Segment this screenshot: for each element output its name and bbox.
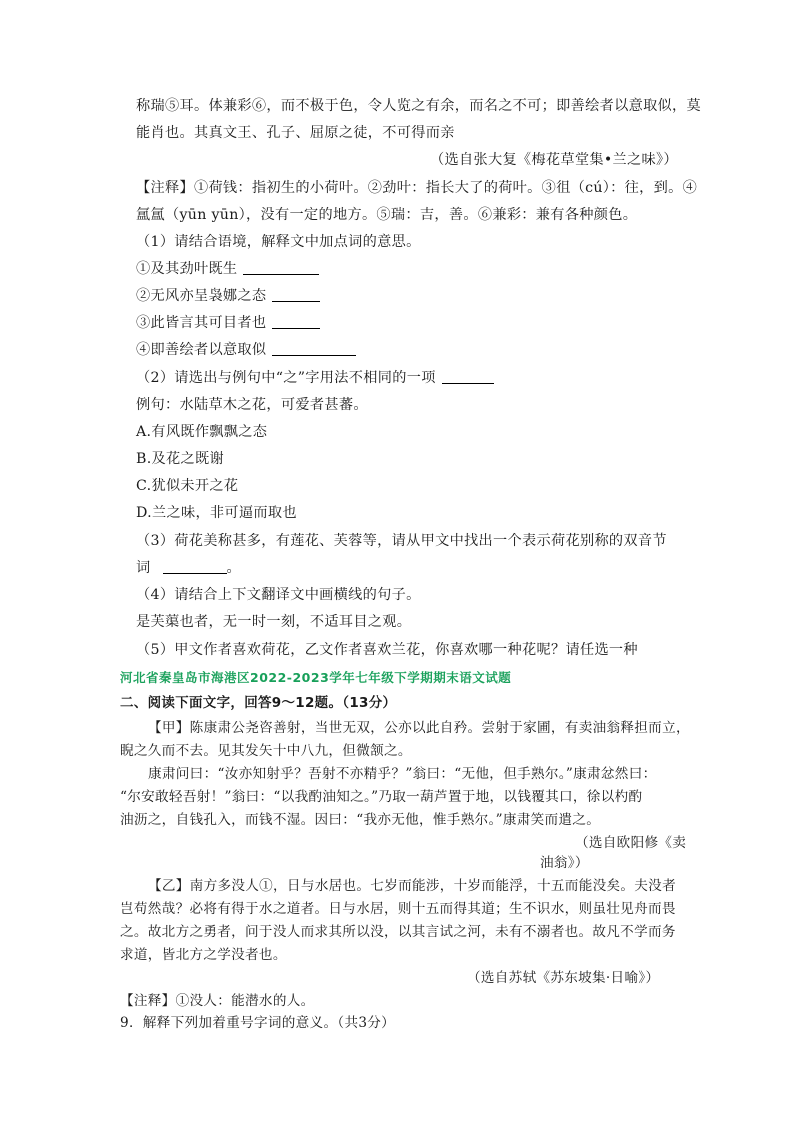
answer-blank[interactable] [272, 341, 356, 356]
jia-line: “尔安敢轻吾射！”翁曰：“以我酌油知之。”乃取一葫芦置于地，以钱覆其口，徐以杓酌 [120, 789, 643, 805]
item-text: ①及其劲叶既生 [136, 261, 238, 277]
jia-line: 油沥之，自钱孔入，而钱不湿。因曰：“我亦无他，惟手熟尔。”康肃笑而遣之。 [120, 812, 601, 828]
jia-line: 睨之久而不去。见其发矢十中八九，但微颔之。 [120, 743, 412, 759]
question-3-prompt: （3）荷花美称甚多，有莲花、芙蓉等，请从甲文中找出一个表示荷花别称的双音节 [136, 533, 667, 549]
answer-blank[interactable] [163, 559, 227, 574]
answer-blank[interactable] [272, 287, 320, 302]
source-title: 河北省秦皇岛市海港区2022-2023学年七年级下学期期末语文试题 [120, 670, 512, 685]
answer-blank[interactable] [243, 260, 319, 275]
prompt-text: 词 [136, 560, 151, 576]
item-text: ②无风亦呈袅娜之态 [136, 288, 267, 304]
option-c: C.犹似未开之花 [136, 478, 239, 494]
question-4-sentence: 是芙蕖也者，无一时一刻，不适耳目之观。 [136, 614, 412, 630]
prompt-text: （2）请选出与例句中“之”字用法不相同的一项 [136, 370, 436, 386]
option-d: D.兰之味，非可逼而取也 [136, 505, 297, 521]
section-heading: 二、阅读下面文字，回答9～12题。（13分） [120, 695, 397, 711]
yi-line: 【乙】南方多没人①，日与水居也。七岁而能涉，十岁而能浮，十五而能没矣。夫没者 [148, 878, 676, 894]
jia-source: （选自欧阳修《卖 [575, 835, 687, 851]
yi-line: 之。故北方之勇者，问于没人而求其所以没，以其言试之河，未有不溺者也。故凡不学而务 [120, 924, 676, 940]
item-text: ④即善绘者以意取似 [136, 342, 267, 358]
question-9: 9．解释下列加着重号字词的意义。（共3分） [120, 1015, 396, 1031]
yi-source: （选自苏轼《苏东坡集·日喻》） [467, 970, 660, 986]
question-1-prompt: （1）请结合语境，解释文中加点词的意思。 [136, 234, 421, 250]
option-a: A.有风既作飘飘之态 [136, 424, 268, 440]
jia-line: 【甲】陈康肃公尧咨善射，当世无双，公亦以此自矜。尝射于家圃，有卖油翁释担而立， [148, 720, 690, 736]
passage-line: 称瑞⑤耳。体兼彩⑥，而不极于色，令人览之有余，而名之不可；即善绘者以意取似，莫 [136, 98, 702, 114]
question-2-prompt [136, 368, 494, 388]
notes-2: 【注释】①没人：能潜水的人。 [120, 993, 315, 1009]
question-5-prompt: （5）甲文作者喜欢荷花，乙文作者喜欢兰花，你喜欢哪一种花呢？请任选一种 [136, 642, 638, 658]
yi-line: 岂苟然哉？必将有得于水之道者。日与水居，则十五而得其道；生不识水，则虽壮见舟而畏 [120, 901, 676, 917]
question-1-item [136, 286, 320, 306]
yi-line: 求道，皆北方之学没者也。 [120, 947, 287, 963]
notes-line: 【注释】①荷钱：指初生的小荷叶。②劲叶：指长大了的荷叶。③徂（cú）：往，到。④ [136, 180, 698, 196]
option-b: B.及花之既谢 [136, 451, 224, 467]
question-1-item [136, 259, 319, 279]
question-1-item [136, 340, 356, 360]
passage-source: （选自张大复《梅花草堂集•兰之味》） [430, 152, 678, 168]
question-4-prompt: （4）请结合上下文翻译文中画横线的句子。 [136, 587, 421, 603]
answer-blank[interactable] [272, 314, 320, 329]
question-2-example: 例句：水陆草木之花，可爱者甚蕃。 [136, 397, 368, 413]
answer-blank[interactable] [442, 369, 494, 384]
jia-line: 康肃问曰：“汝亦知射乎？吾射不亦精乎？”翁曰：“无他，但手熟尔。”康肃忿然曰： [148, 766, 657, 782]
item-text: ③此皆言其可目者也 [136, 315, 267, 331]
passage-line: 能肖也。其真文王、孔子、屈原之徒，不可得而亲 [136, 125, 455, 141]
period: 。 [226, 560, 241, 576]
question-3-line [136, 558, 241, 578]
notes-line: 氲氲（yūn yūn），没有一定的地方。⑤瑞：吉，善。⑥兼彩：兼有各种颜色。 [136, 207, 638, 223]
jia-source: 油翁》） [540, 855, 589, 871]
question-1-item [136, 313, 320, 333]
